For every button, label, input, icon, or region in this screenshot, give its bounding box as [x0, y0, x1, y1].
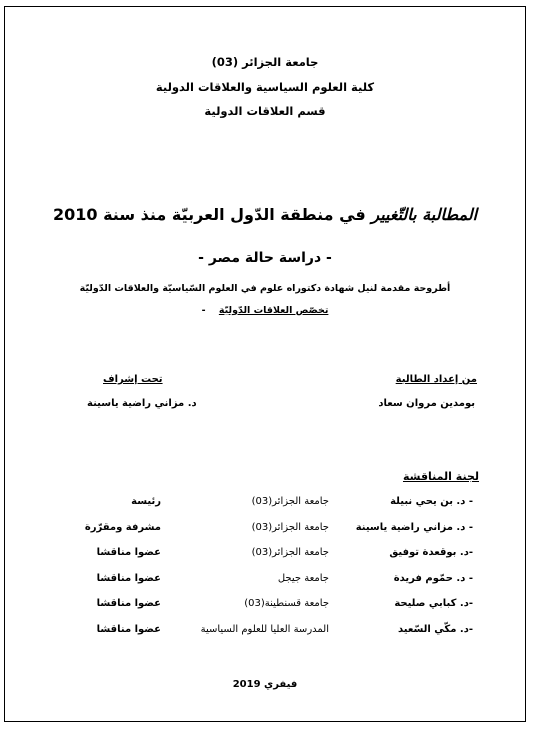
- member-name: -د. مكّي السّعيد: [397, 623, 473, 635]
- thesis-title: [5, 205, 525, 224]
- member-role: مشرفة ومقرّرة: [84, 521, 161, 533]
- thesis-specialization: [5, 305, 525, 316]
- member-institution: جامعة الجزائر(03): [251, 547, 329, 558]
- member-name: -د. كبابي صليحة: [394, 598, 473, 609]
- member-institution: جامعة الجزائر(03): [251, 521, 329, 533]
- thesis-date: فيفري 2019: [232, 679, 298, 690]
- supervisor-name: د. مزاني راضية ياسينة: [87, 398, 197, 409]
- student-name: بومدين مروان سعاد: [378, 398, 475, 409]
- member-name: - د. بن يحي نبيلة: [390, 496, 473, 507]
- member-institution: المدرسة العليا للعلوم السياسية: [200, 623, 329, 635]
- member-institution: جامعة جيجل: [277, 572, 329, 584]
- member-role: عضوا مناقشا: [96, 598, 161, 609]
- document-page: [4, 6, 526, 722]
- university-name: جامعة الجزائر (03): [211, 55, 319, 69]
- member-name: - د. حمّوم فريدة: [393, 572, 473, 584]
- member-role: رئيسة: [131, 496, 161, 507]
- member-role: عضوا مناقشا: [96, 547, 161, 558]
- supervision-label: تحت إشراف: [103, 374, 163, 385]
- thesis-title-italic: المطالبة بالتّغيير: [371, 205, 478, 224]
- thesis-title-rest: في منطقة الدّول العربيّة منذ سنة 2010: [52, 205, 366, 224]
- member-role: عضوا مناقشا: [96, 572, 161, 584]
- member-role: عضوا مناقشا: [96, 623, 161, 635]
- prepared-by-label: من إعداد الطالبة: [395, 374, 477, 385]
- thesis-subtitle: - دراسة حالة مصر -: [198, 250, 332, 266]
- faculty-name: كلية العلوم السياسية والعلاقات الدولية: [155, 80, 375, 94]
- member-institution: جامعة الجزائر(03): [251, 496, 329, 507]
- department-name: قسم العلاقات الدولية: [204, 104, 326, 118]
- member-institution: جامعة قسنطينة(03): [244, 598, 329, 609]
- committee-label: لجنة المناقشة: [402, 470, 479, 483]
- member-name: - د. مزاني راضية ياسينة: [355, 521, 473, 533]
- specialization-dash: -: [201, 305, 206, 316]
- specialization-text: تخصّص العلاقات الدّوليّة: [218, 305, 329, 316]
- member-name: -د. بوقعدة توفيق: [389, 547, 473, 558]
- thesis-description: أطروحة مقدمة لنيل شهادة دكتوراه علوم في العلوم السّياسيّة والعلاقات الدّوليّة: [79, 283, 451, 294]
